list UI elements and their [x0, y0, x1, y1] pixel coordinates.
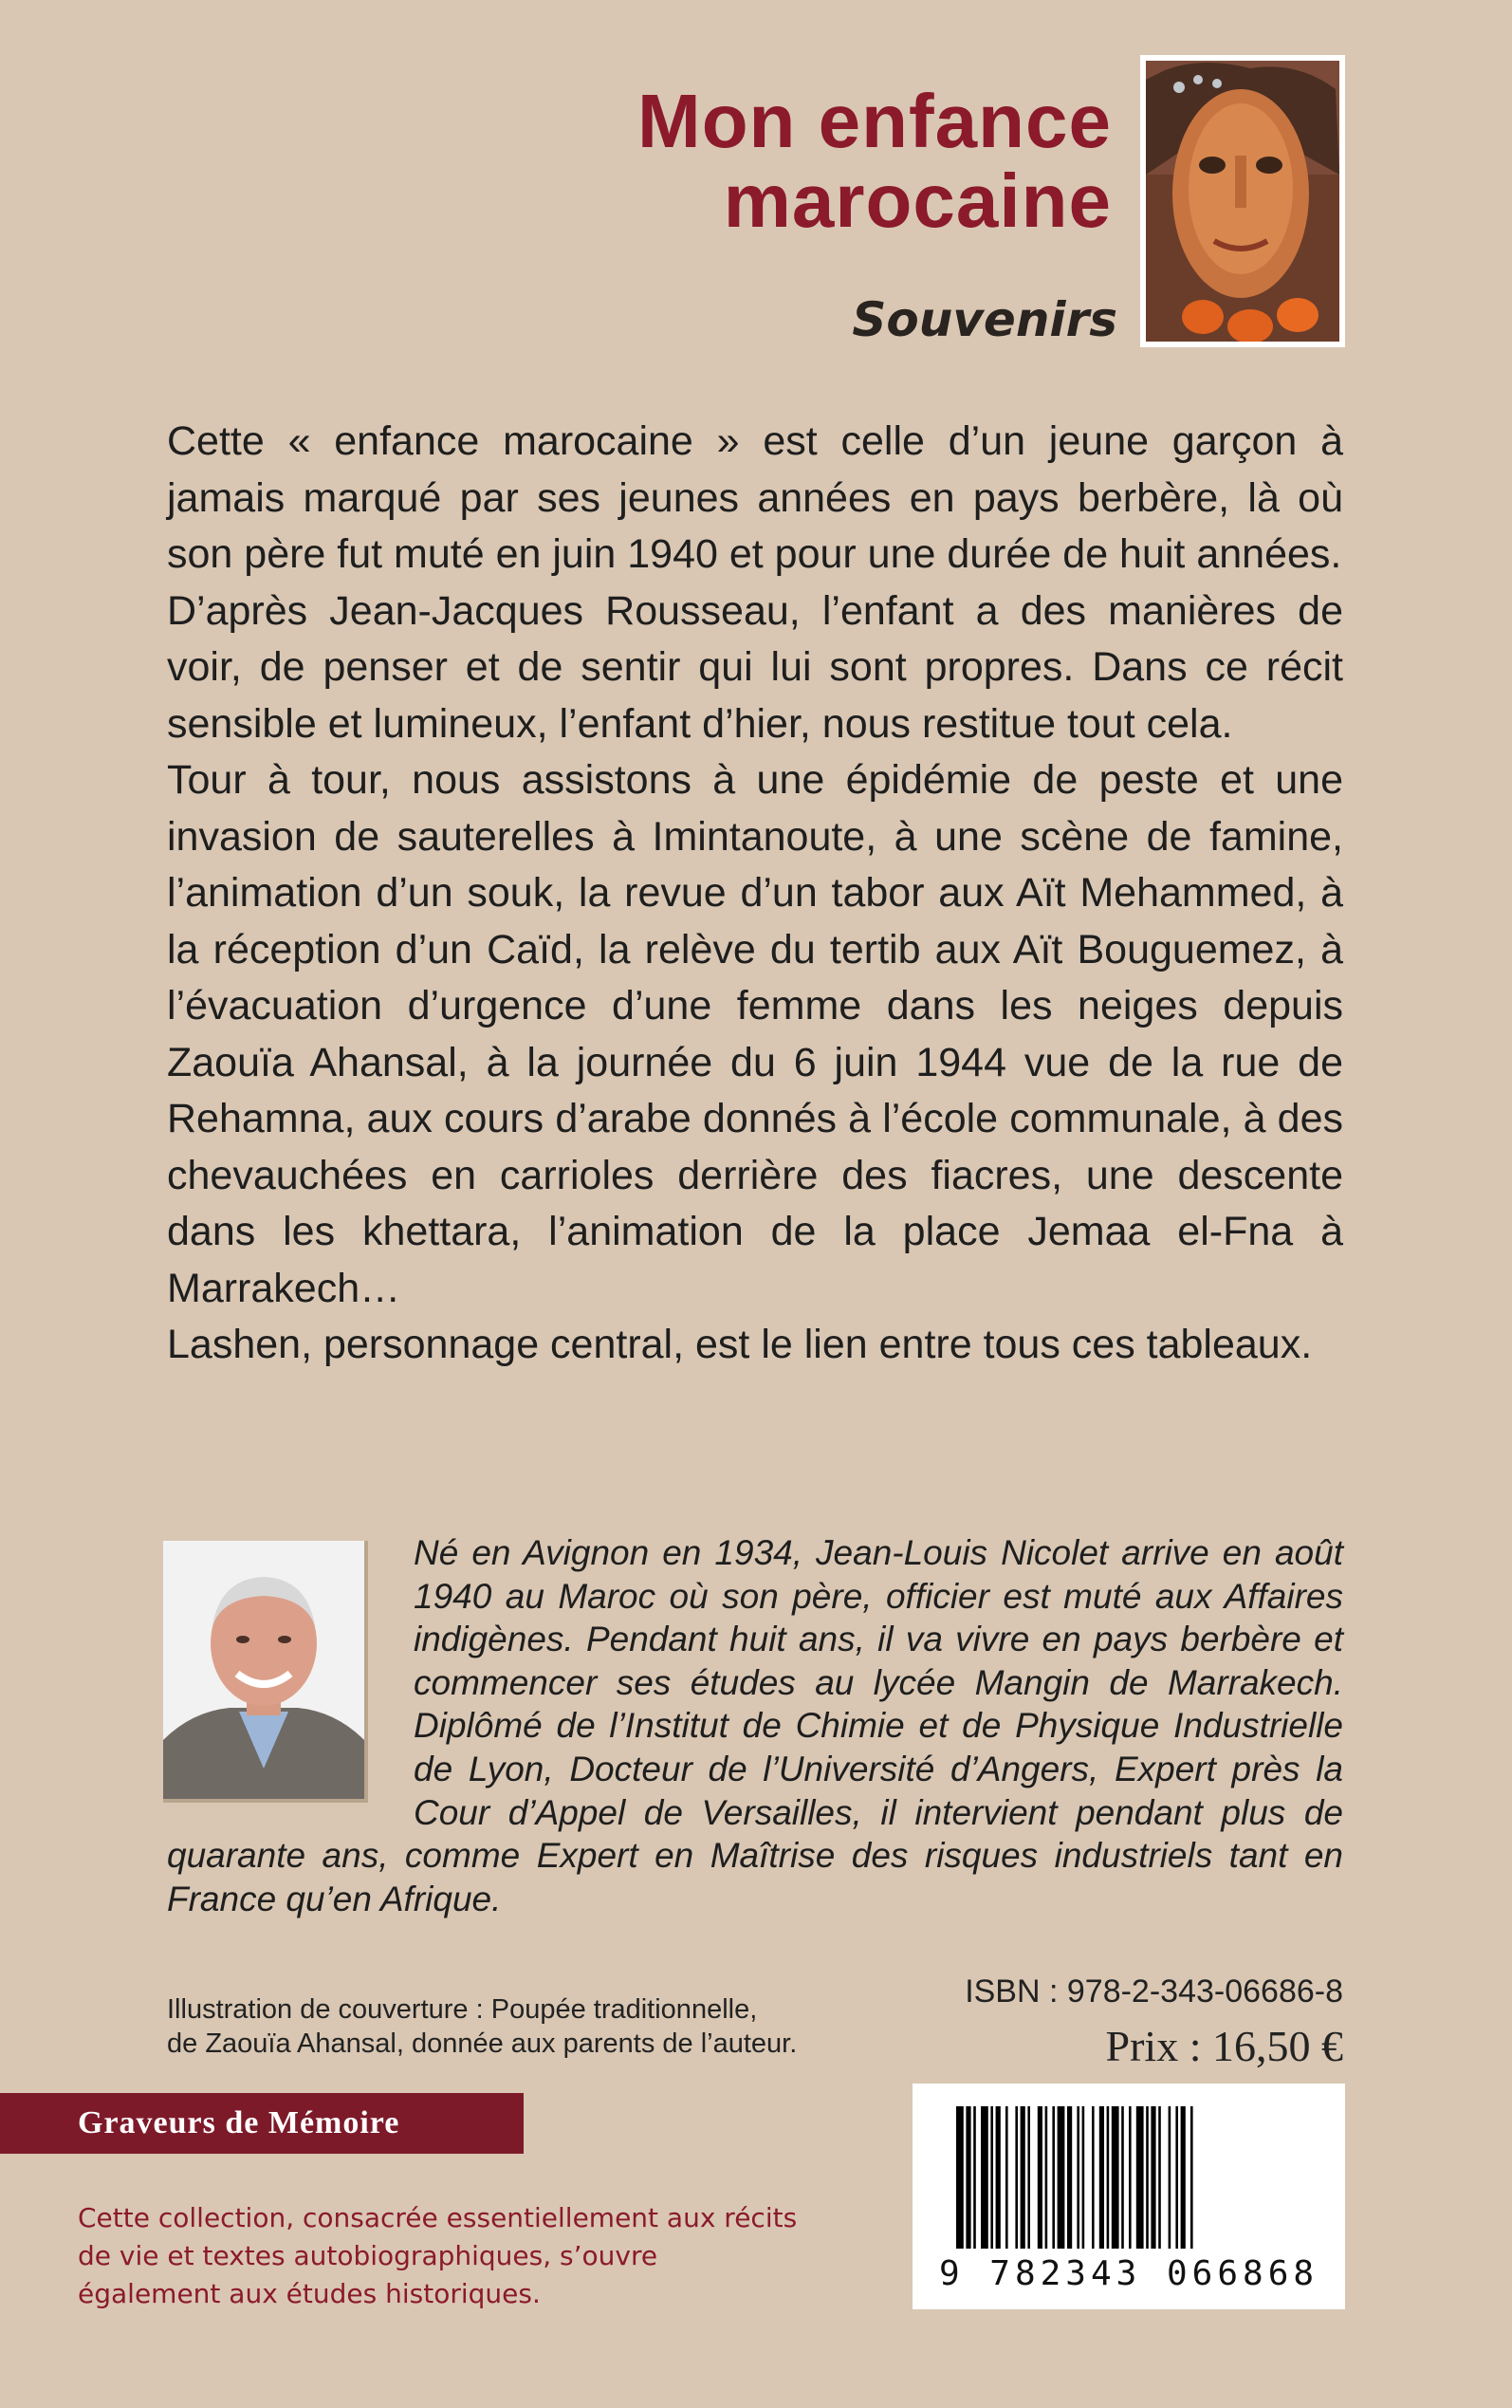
back-cover-blurb	[167, 414, 1343, 1374]
illustration-credit-line2: de Zaouïa Ahansal, donnée aux parents de l’auteur.	[167, 2028, 798, 2059]
blurb-paragraph: D’après Jean-Jacques Rousseau, l’enfant a des manières de voir, de penser et de sentir qui lui sont propres. Dans ce récit sensible et lumineux, l’enfant d’hier, nous restitue tout cela.	[167, 587, 1343, 747]
barcode-bar	[1190, 2106, 1193, 2249]
barcode-bar	[1005, 2106, 1008, 2249]
barcode-bar	[1099, 2106, 1104, 2249]
barcode-bar	[1175, 2106, 1178, 2249]
barcode-bar	[1092, 2106, 1095, 2249]
barcode-bar	[1121, 2106, 1124, 2249]
collection-description: Cette collection, consacrée essentiellement aux récits de vie et textes autobiographiques, s’ouvre également aux études historiques.	[78, 2202, 798, 2309]
bio-text: Né en Avignon en 1934, Jean-Louis Nicolet arrive en août 1940 au Maroc où son père, officier est muté aux Affaires indigènes. Pendant huit ans, il va vivre en pays berbère et commencer ses études au lycée Mangin de Marrakech. Diplômé de l’Institut de Chimie et de Physique Industrielle de Lyon, Docteur de l’Université d’Angers, Expert près la Cour d’Appel de Versailles, il intervient pendant plus de quarante ans, comme Expert en Maîtrise des risques industriels tant en France qu’en Afrique.	[167, 1533, 1343, 1918]
barcode-bar	[1082, 2106, 1085, 2249]
barcode-bar	[1158, 2106, 1161, 2249]
barcode-bar	[1112, 2106, 1119, 2249]
barcode-bar	[1067, 2106, 1072, 2249]
barcode-bar	[1107, 2106, 1110, 2249]
barcode-bar	[1151, 2106, 1155, 2249]
barcode-bar	[1015, 2106, 1018, 2249]
blurb-paragraph: Tour à tour, nous assistons à une épidémie de peste et une invasion de sauterelles à Imintanoute, à une scène de famine, l’animation d’un souk, la revue d’un tabor aux Aït Mehammed, à la réception d’un Caïd, la relève du tertib aux Aït Bouguemez, à l’évacuation d’urgence d’une femme dans les neiges depuis Zaouïa Ahansal, à la journée du 6 juin 1944 vue de la rue de Rehamna, aux cours d’arabe donnés à l’école communale, à des chevauchées en carrioles derrière des fiacres, une descente dans les khettara, l’animation de la place Jemaa el-Fna à Marrakech…	[167, 757, 1343, 1311]
book-title-line2: marocaine	[723, 158, 1112, 243]
barcode-bar	[1045, 2106, 1048, 2249]
bio-photo-spacer	[167, 1531, 414, 1812]
blurb-paragraph: Cette « enfance marocaine » est celle d’un jeune garçon à jamais marqué par ses jeunes années en pays berbère, là où son père fut muté en juin 1940 et pour une durée de huit années.	[167, 418, 1343, 577]
price: Prix : 16,50 €	[1105, 2022, 1343, 2070]
illustration-credit-line1: Illustration de couverture : Poupée traditionnelle,	[167, 1994, 758, 2025]
barcode-bar	[1169, 2106, 1171, 2249]
barcode-bar	[1146, 2106, 1149, 2249]
barcode-bar	[1027, 2106, 1030, 2249]
barcode-bars	[956, 2106, 1301, 2258]
barcode-bar	[1136, 2106, 1144, 2249]
barcode-bar	[966, 2106, 970, 2249]
blurb-paragraph: Lashen, personnage central, est le lien entre tous ces tableaux.	[167, 1322, 1313, 1367]
barcode-bar	[1129, 2106, 1132, 2249]
barcode-bar	[1021, 2106, 1025, 2249]
barcode-bar	[1052, 2106, 1055, 2249]
book-title-line1: Mon enfance	[637, 79, 1112, 163]
barcode-bar	[990, 2106, 993, 2249]
barcode	[913, 2084, 1345, 2309]
barcode-bar	[996, 2106, 1001, 2249]
author-biography	[167, 1531, 1343, 1920]
collection-name: Graveurs de Mémoire	[78, 2105, 400, 2140]
barcode-bar	[973, 2106, 976, 2249]
barcode-bar	[1038, 2106, 1042, 2249]
barcode-bar	[1077, 2106, 1079, 2249]
barcode-bar	[981, 2106, 988, 2249]
barcode-number: 9 782343 066868	[938, 2254, 1319, 2293]
barcode-bar	[1058, 2106, 1065, 2249]
doll-photo	[1140, 55, 1345, 347]
book-title	[637, 79, 1112, 243]
isbn: ISBN : 978-2-343-06686-8	[965, 1973, 1343, 2010]
collection-band	[0, 2093, 524, 2154]
barcode-bar	[1181, 2106, 1186, 2249]
barcode-bar	[956, 2106, 964, 2249]
book-subtitle: Souvenirs	[852, 292, 1117, 347]
doll-image	[1146, 61, 1339, 342]
illustration-credit	[167, 1992, 888, 2061]
